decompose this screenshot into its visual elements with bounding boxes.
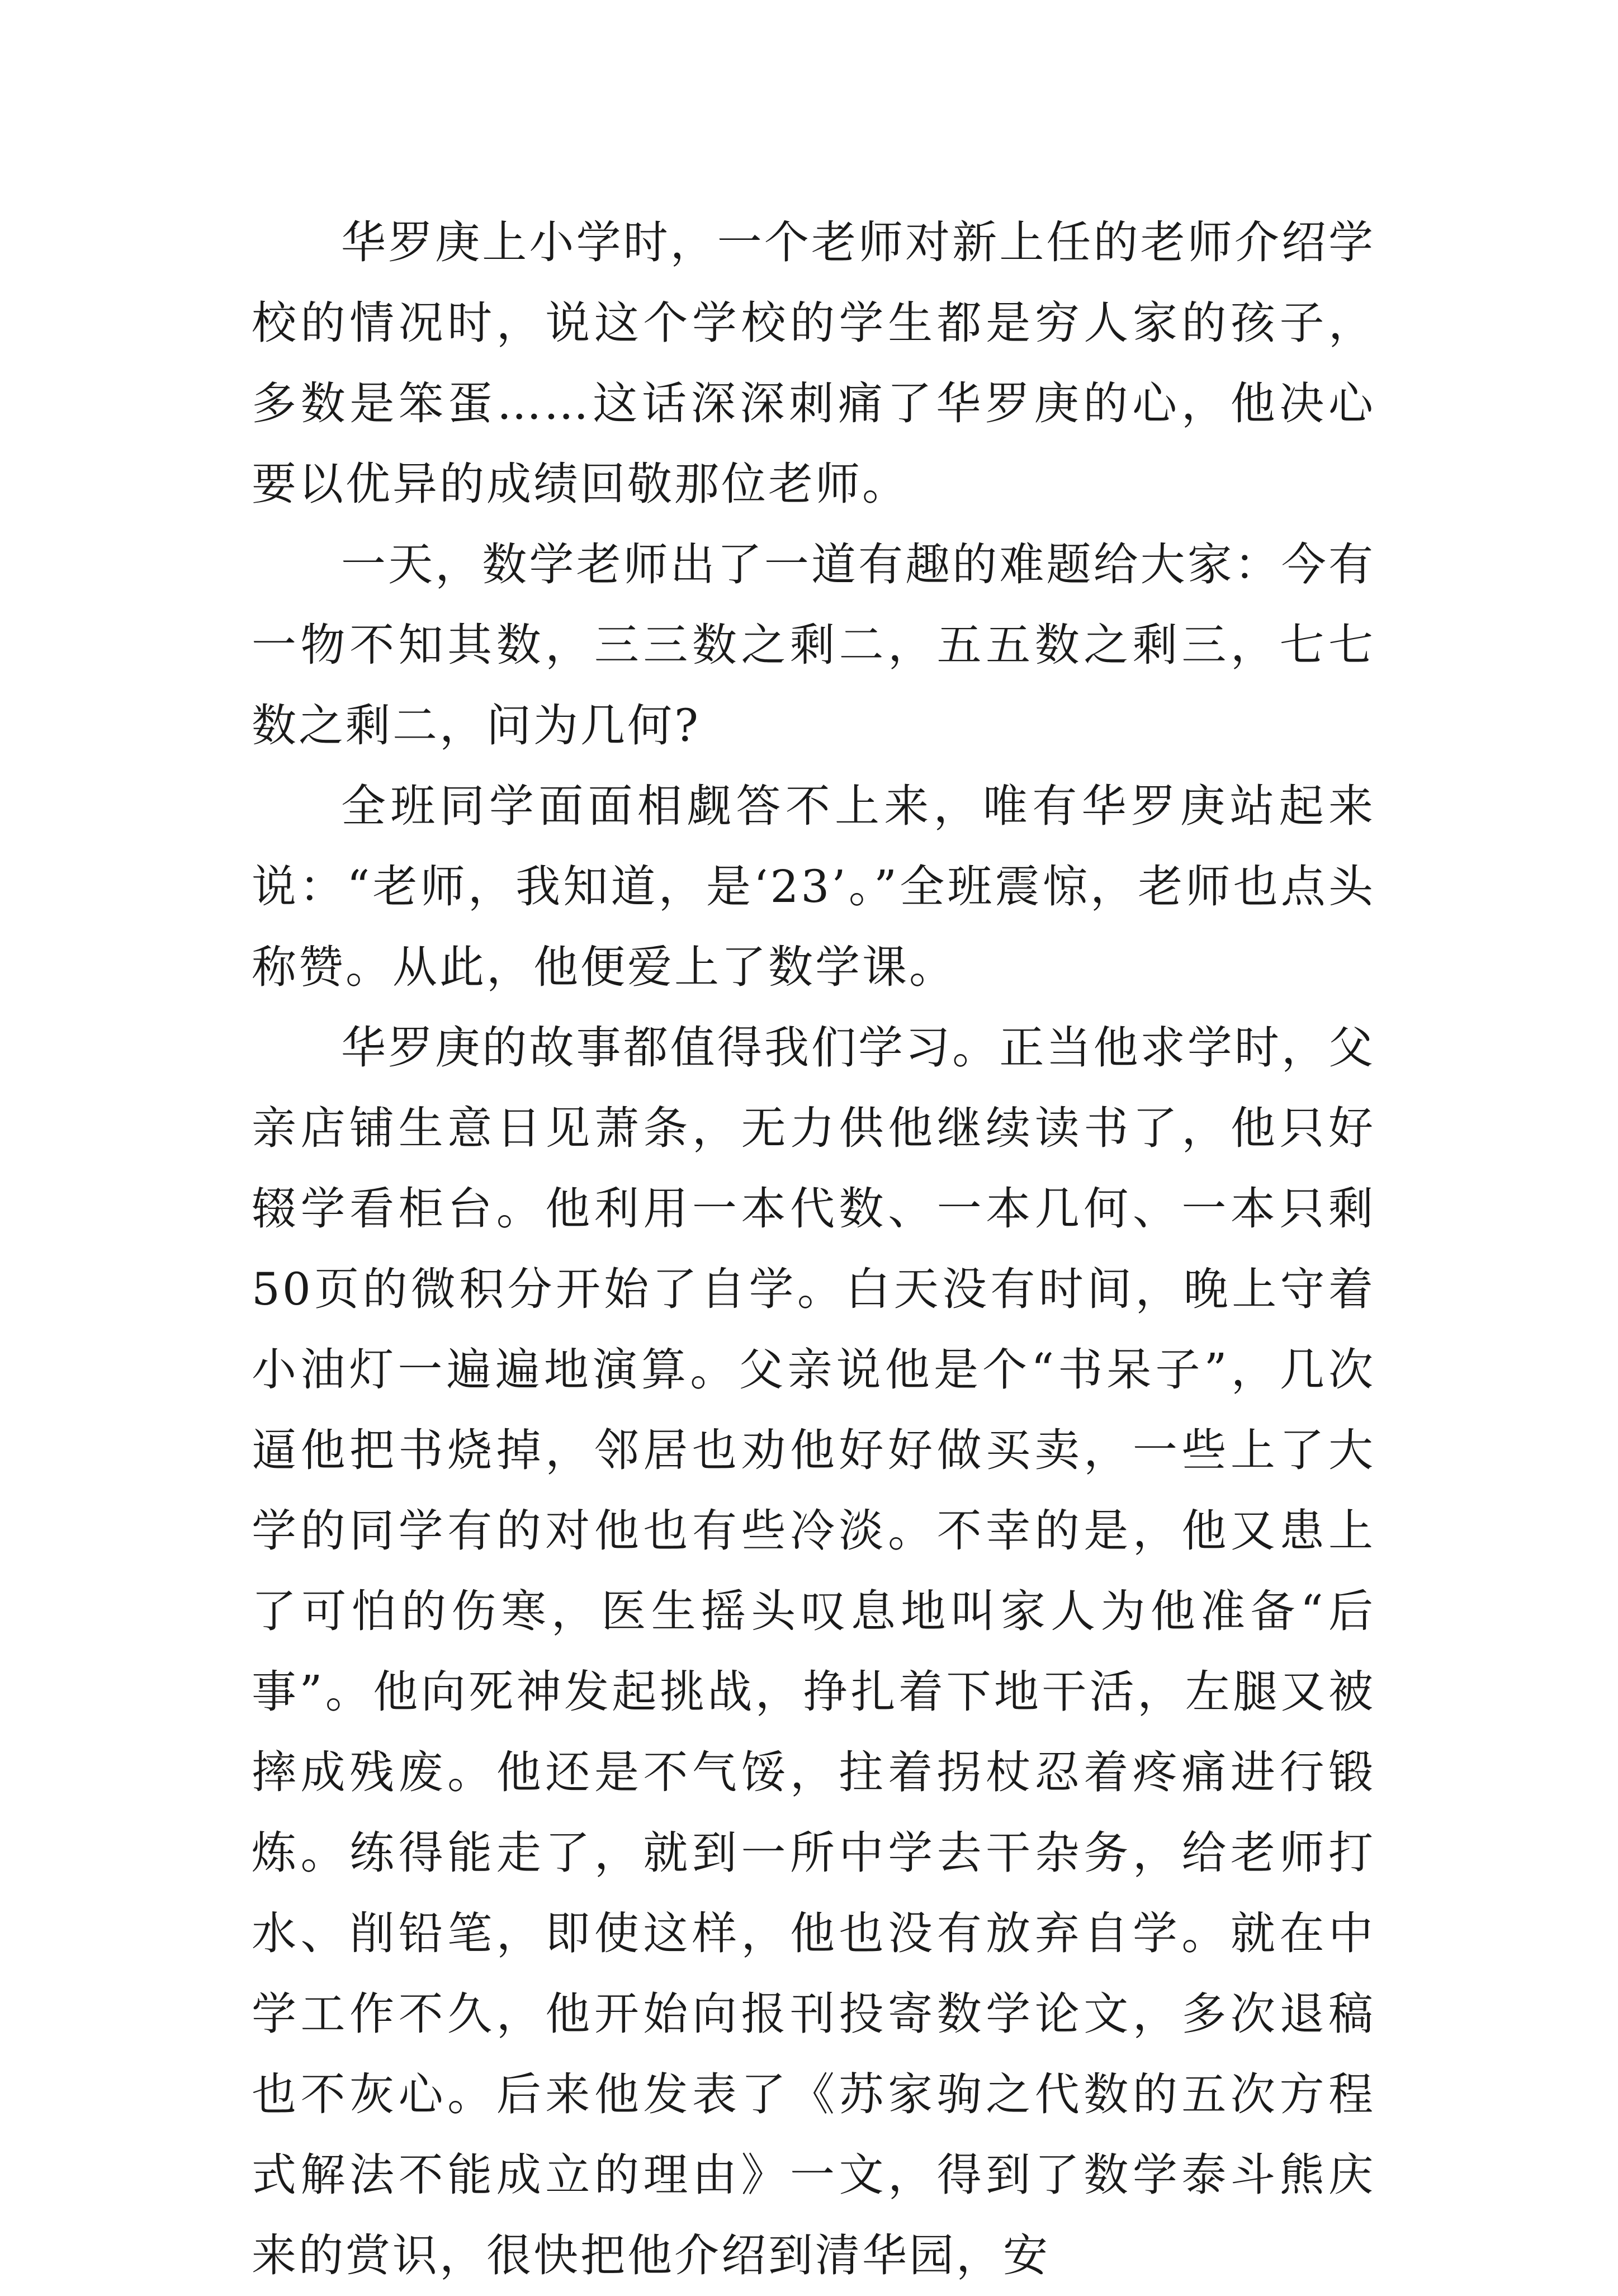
paragraph-4: 华罗庚的故事都值得我们学习。正当他求学时，父亲店铺生意日见萧条，无力供他继续读书了，他只好辍学看柜台。他利用一本代数、一本几何、一本只剩50页的微积分开始了自学。白天没有时间，晚上守着小油灯一遍遍地演算。父亲说他是个“书呆子”，几次逼他把书烧掉，邻居也劝他好好做买卖，一些上了大学的同学有的对他也有些冷淡。不幸的是，他又患上了可怕的伤寒，医生摇头叹息地叫家人为他准备“后事”。他向死神发起挑战，挣扎着下地干活，左腿又被摔成残废。他还是不气馁，拄着拐杖忍着疼痛进行锻炼。练得能走了，就到一所中学去干杂务，给老师打水、削铅笔，即使这样，他也没有放弃自学。就在中学工作不久，他开始向报刊投寄数学论文，多次退稿也不灰心。后来他发表了《苏家驹之代数的五次方程式解法不能成立的理由》一文，得到了数学泰斗熊庆来的赏识，很快把他介绍到清华园，安 — [252, 1022, 1375, 2281]
paragraph-1: 华罗庚上小学时，一个老师对新上任的老师介绍学校的情况时，说这个学校的学生都是穷人家的孩子，多数是笨蛋……这话深深刺痛了华罗庚的心，他决心要以优异的成绩回敬那位老师。 — [252, 216, 1375, 510]
article-body — [252, 202, 1375, 2296]
paragraph-2: 一天，数学老师出了一道有趣的难题给大家：今有一物不知其数，三三数之剩二，五五数之剩三，七七数之剩二，问为几何? — [252, 538, 1375, 752]
paragraph-3: 全班同学面面相觑答不上来，唯有华罗庚站起来说：“老师，我知道，是‘23’。”全班震惊，老师也点头称赞。从此，他便爱上了数学课。 — [252, 780, 1375, 993]
